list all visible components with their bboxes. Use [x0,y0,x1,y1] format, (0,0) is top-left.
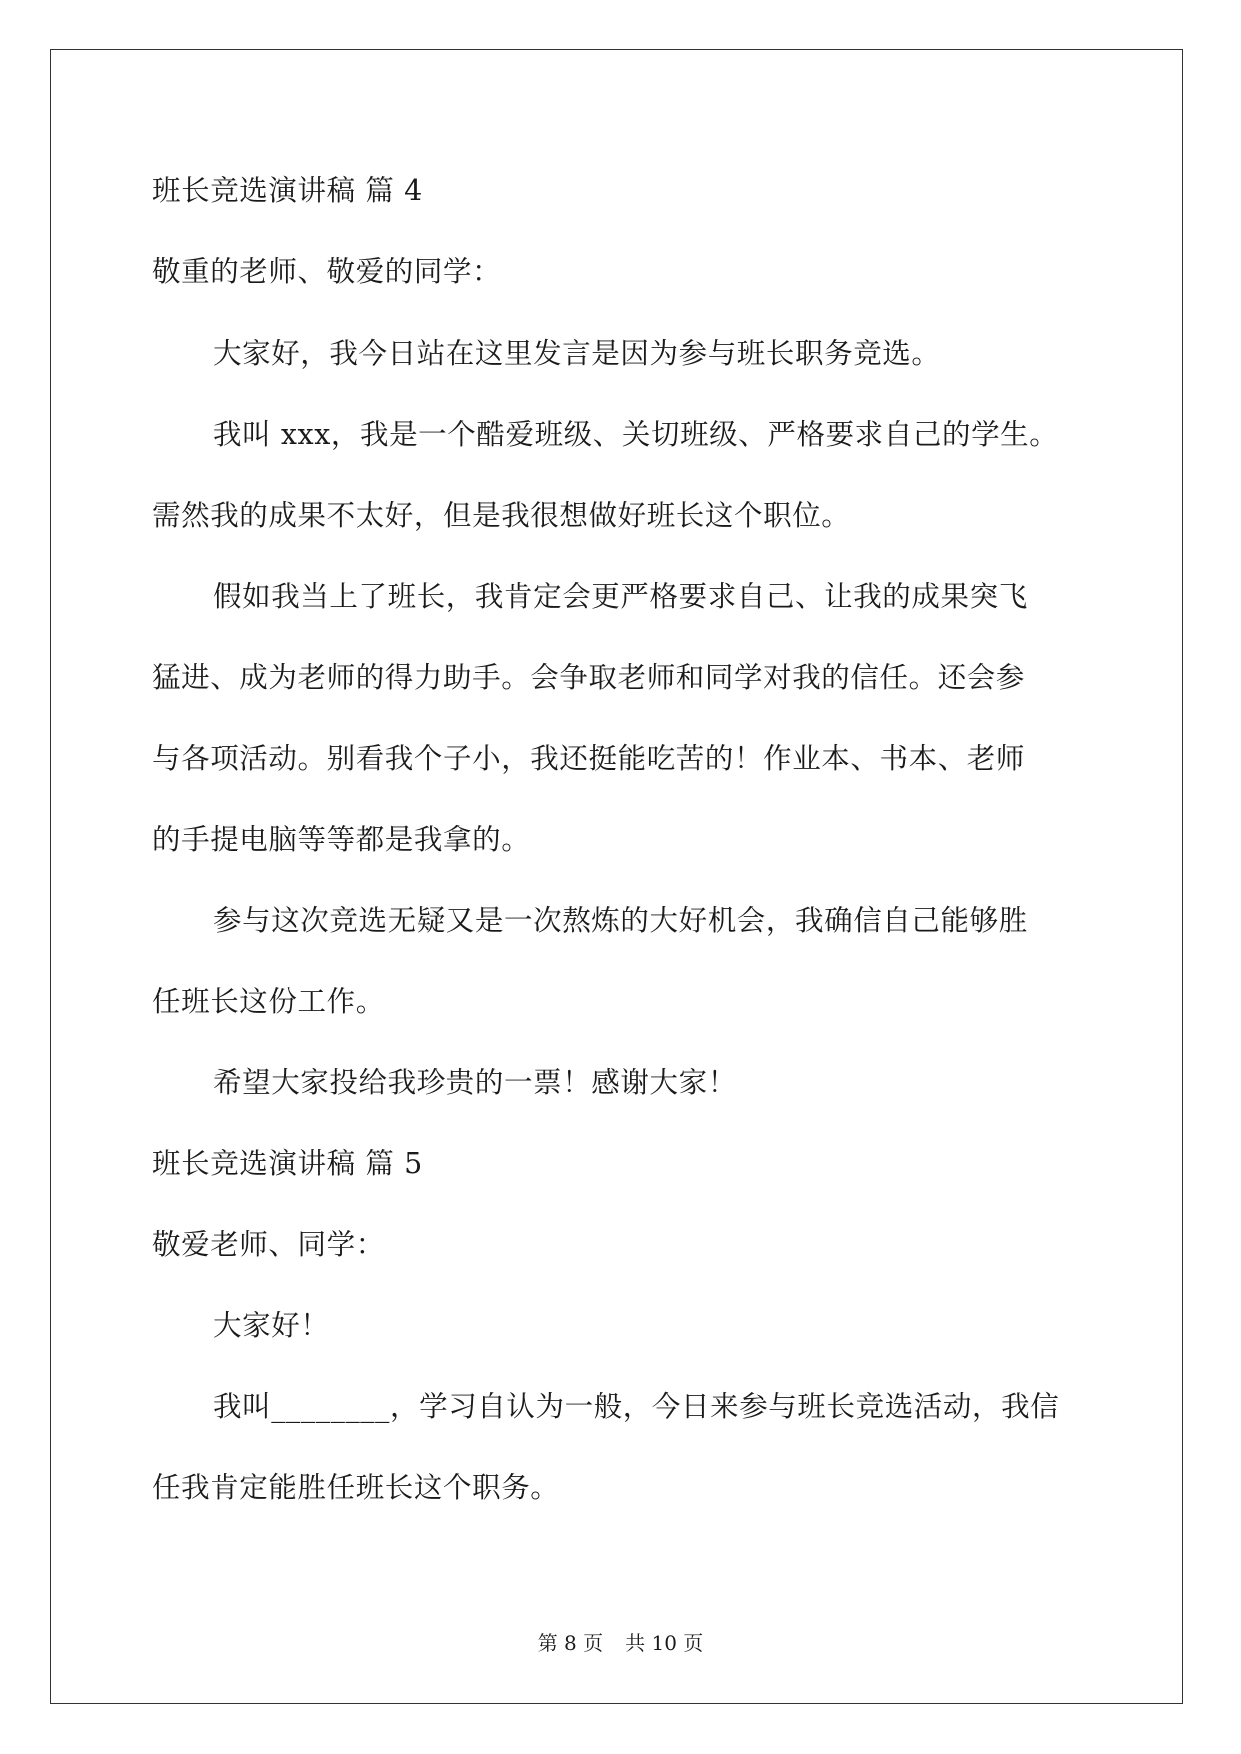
paragraph-line: 猛进、成为老师的得力助手。会争取老师和同学对我的信任。还会参 [152,661,1026,694]
salutation: 敬重的老师、敬爱的同学： [152,255,502,288]
paragraph-line: 与各项活动。别看我个子小，我还挺能吃苦的！作业本、书本、老师 [152,742,1026,775]
paragraph-line: 假如我当上了班长，我肯定会更严格要求自己、让我的成果突飞 [213,580,1028,613]
paragraph-line: 任班长这份工作。 [152,985,385,1018]
salutation: 敬爱老师、同学： [152,1228,385,1261]
paragraph-line: 需然我的成果不太好，但是我很想做好班长这个职位。 [152,499,851,532]
paragraph-line: 参与这次竞选无疑又是一次熬炼的大好机会，我确信自己能够胜 [213,904,1028,937]
paragraph-line: 的手提电脑等等都是我拿的。 [152,823,531,856]
paragraph-line: 任我肯定能胜任班长这个职务。 [152,1471,560,1504]
page-footer [0,1629,1241,1657]
paragraph-line: 我叫________，学习自认为一般，今日来参与班长竞选活动，我信 [213,1390,1060,1423]
page-border [50,49,1183,1704]
section-heading-4: 班长竞选演讲稿 篇 4 [152,174,423,207]
paragraph-line: 大家好，我今日站在这里发言是因为参与班长职务竞选。 [213,337,941,370]
paragraph-line: 希望大家投给我珍贵的一票！感谢大家！ [213,1066,737,1099]
paragraph-line: 大家好！ [213,1309,330,1342]
page-number: 第 8 页 [537,1631,604,1655]
page-total: 共 10 页 [625,1631,704,1655]
paragraph-line: 我叫 xxx，我是一个酷爱班级、关切班级、严格要求自己的学生。 [213,418,1059,451]
section-heading-5: 班长竞选演讲稿 篇 5 [152,1147,423,1180]
